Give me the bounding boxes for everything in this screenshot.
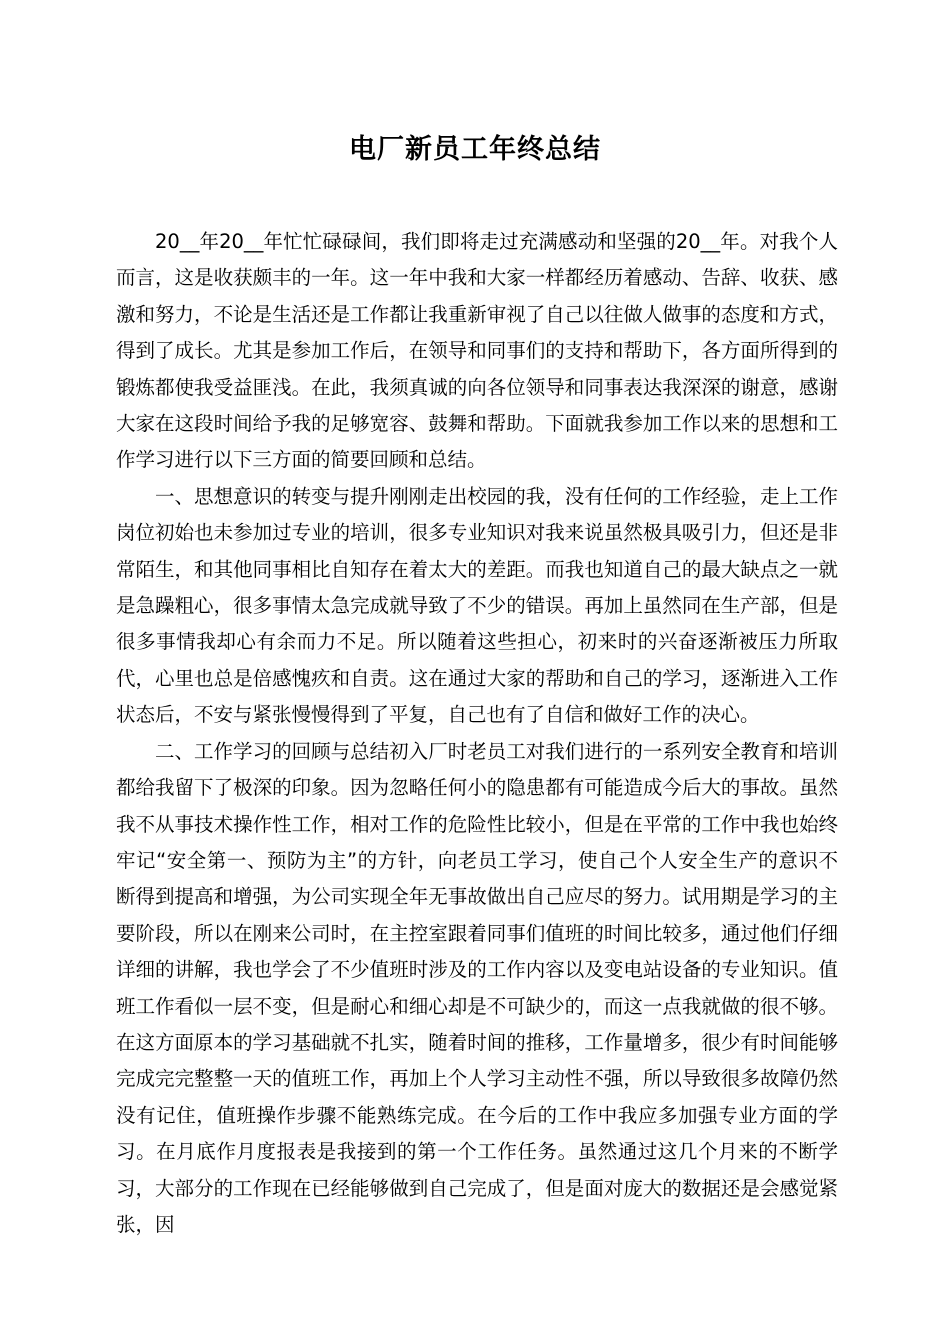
paragraph-section-two: 二、工作学习的回顾与总结初入厂时老员工对我们进行的一系列安全教育和培训都给我留下了极深的印象。因为忽略任何小的隐患都有可能造成今后大的事故。虽然我不从事技术操作性工作，相对工作的危险性比较小，但是在平常的工作中我也始终牢记“安全第一、预防为主”的方针，向老员工学习，使自己个人安全生产的意识不断得到提高和增强，为公司实现全年无事故做出自己应尽的努力。试用期是学习的主要阶段，所以在刚来公司时，在主控室跟着同事们值班的时间比较多，通过他们仔细详细的讲解，我也学会了不少值班时涉及的工作内容以及变电站设备的专业知识。值班工作看似一层不变，但是耐心和细心却是不可缺少的，而这一点我就做的很不够。在这方面原本的学习基础就不扎实，随着时间的推移，工作量增多，很少有时间能够完成完完整整一天的值班工作，再加上个人学习主动性不强，所以导致很多故障仍然没有记住，值班操作步骤不能熟练完成。在今后的工作中我应多加强专业方面的学习。在月底作月度报表是我接到的第一个工作任务。虽然通过这几个月来的不断学习，大部分的工作现在已经能够做到自己完成了，但是面对庞大的数据还是会感觉紧张，因 xyxy=(116,739,838,1236)
paragraph-section-one: 一、思想意识的转变与提升刚刚走出校园的我，没有任何的工作经验，走上工作岗位初始也未参加过专业的培训，很多专业知识对我来说虽然极具吸引力，但还是非常陌生，和其他同事相比自知存在着太大的差距。而我也知道自己的最大缺点之一就是急躁粗心，很多事情太急完成就导致了不少的错误。再加上虽然同在生产部，但是很多事情我却心有余而力不足。所以随着这些担心，初来时的兴奋逐渐被压力所取代，心里也总是倍感愧疚和自责。这在通过大家的帮助和自己的学习，逐渐进入工作状态后，不安与紧张慢慢得到了平复，自己也有了自信和做好工作的决心。 xyxy=(116,484,838,727)
document-body xyxy=(116,224,838,1243)
paragraph-intro: 20__年20__年忙忙碌碌间，我们即将走过充满感动和坚强的20__年。对我个人而言，这是收获颇丰的一年。这一年中我和大家一样都经历着感动、告辞、收获、感激和努力，不论是生活还是工作都让我重新审视了自己以往做人做事的态度和方式，得到了成长。尤其是参加工作后，在领导和同事们的支持和帮助下，各方面所得到的锻炼都使我受益匪浅。在此，我须真诚的向各位领导和同事表达我深深的谢意，感谢大家在这段时间给予我的足够宽容、鼓舞和帮助。下面就我参加工作以来的思想和工作学习进行以下三方面的简要回顾和总结。 xyxy=(116,230,838,472)
document-title: 电厂新员工年终总结 xyxy=(349,134,601,165)
